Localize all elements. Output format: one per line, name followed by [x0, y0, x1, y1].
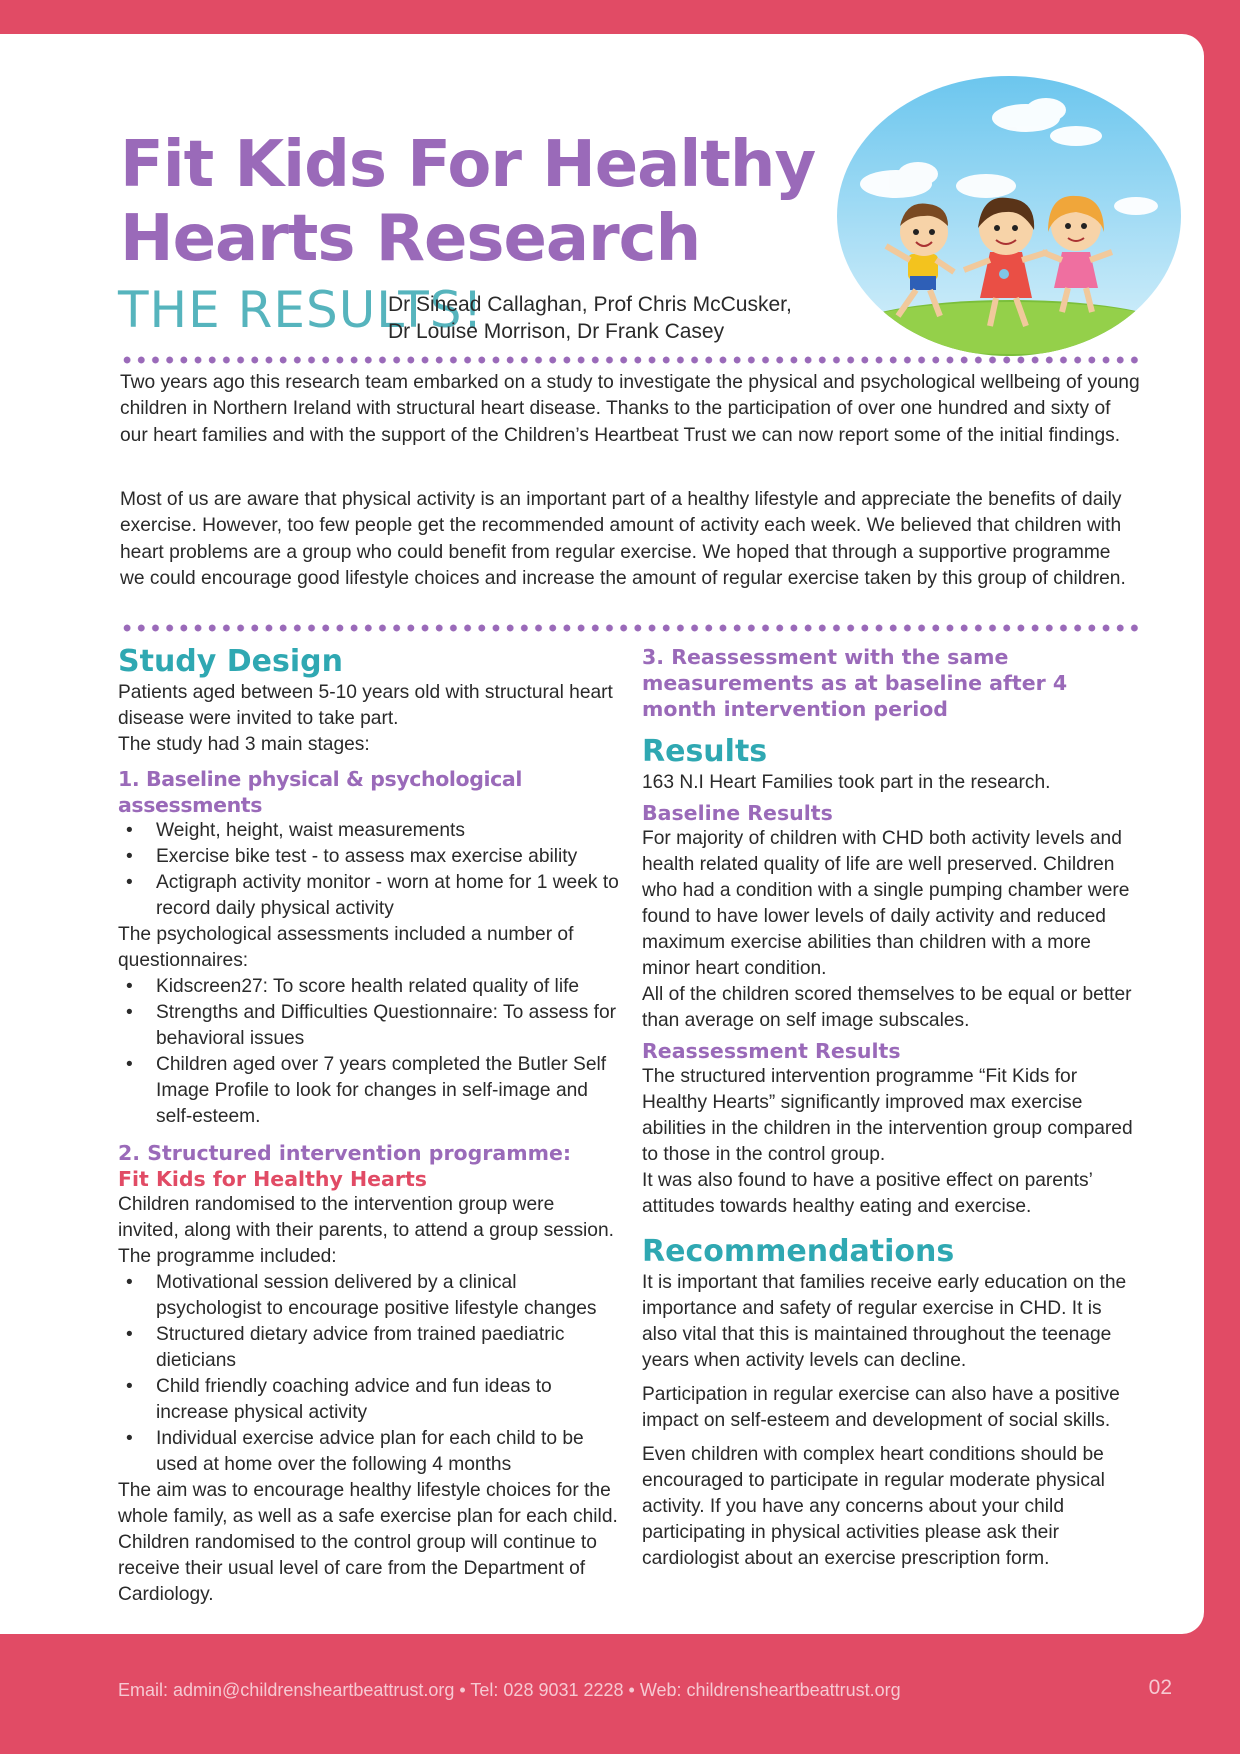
list-item: • Strengths and Difficulties Questionnaire: To assess for behavioral issues: [118, 1000, 620, 1052]
psych-list: [118, 974, 620, 1130]
reassessment-text-2: It was also found to have a positive effect on parents’ attitudes towards healthy eating and exercise.: [642, 1170, 1093, 1217]
list-item: • Exercise bike test - to assess max exercise ability: [118, 844, 620, 870]
reassessment-text-1: The structured intervention programme “Fit Kids for Healthy Hearts” significantly improved max exercise abilities in the children in the intervention group compared to those in the control group.: [642, 1066, 1133, 1165]
list-item: • Children aged over 7 years completed the Butler Self Image Profile to look for changes in self-image and self-esteem.: [118, 1052, 620, 1130]
aim-paragraph: The aim was to encourage healthy lifestyle choices for the whole family, as well as a safe exercise plan for each child.: [118, 1480, 618, 1527]
study-design-column: [118, 644, 620, 1608]
list-item: • Kidscreen27: To score health related quality of life: [118, 974, 620, 1000]
stage-3-heading: 3. Reassessment with the same measurements as at baseline after 4 month intervention period: [642, 645, 1068, 721]
recommendations-text-2: Participation in regular exercise can also have a positive impact on self-esteem and development of social skills.: [642, 1384, 1120, 1431]
authors-line-2: Dr Louise Morrison, Dr Frank Casey: [388, 320, 725, 343]
stage-2-heading: 2. Structured intervention programme:: [118, 1141, 572, 1165]
stage-1-heading: 1. Baseline physical & psychological assessments: [118, 767, 522, 817]
list-item: • Actigraph activity monitor - worn at home for 1 week to record daily physical activity: [118, 870, 620, 922]
intro-paragraph-1: Two years ago this research team embarked on a study to investigate the physical and psychological wellbeing of young children in Northern Ireland with structural heart disease. Thanks to the participation of over one hundred and sixty of our heart families and with the support of the Children’s Heartbeat Trust we can now report some of the initial findings.: [120, 372, 1140, 446]
stage-1-list: [118, 818, 620, 922]
title-line-2: Hearts Research: [120, 202, 701, 276]
title-line-1: Fit Kids For Healthy: [120, 128, 816, 202]
intro-paragraph-2: Most of us are aware that physical activity is an important part of a healthy lifestyle and appreciate the benefits of daily exercise. However, too few people get the recommended amount of activity each week. We believed that children with heart problems are a group who could benefit from regular exercise. We hoped that through a supportive programme we could encourage good lifestyle choices and increase the amount of regular exercise taken by this group of children.: [120, 489, 1126, 589]
psych-intro: The psychological assessments included a number of questionnaires:: [118, 924, 574, 971]
page-title: [120, 128, 815, 276]
baseline-text-2: All of the children scored themselves to be equal or better than average on self image subscales.: [642, 984, 1132, 1031]
stage-2-subheading: Fit Kids for Healthy Hearts: [118, 1167, 427, 1191]
page-number: 02: [1148, 1676, 1172, 1699]
footer-contact: Email: admin@childrensheartbeattrust.org • Tel: 028 9031 2228 • Web: childrensheartbeattrust.org: [118, 1680, 901, 1700]
list-item: • Child friendly coaching advice and fun ideas to increase physical activity: [118, 1374, 620, 1426]
recommendations-text-3: Even children with complex heart conditions should be encouraged to participate in regular moderate physical activity. If you have any concerns about your child participating in physical activities please ask their cardiologist about an exercise prescription form.: [642, 1444, 1105, 1569]
authors: [388, 291, 792, 345]
results-heading: Results: [642, 734, 768, 769]
recommendations-heading: Recommendations: [642, 1234, 955, 1269]
reassessment-results-heading: Reassessment Results: [642, 1039, 901, 1063]
list-item: • Individual exercise advice plan for each child to be used at home over the following 4 months: [118, 1426, 620, 1478]
results-column: [642, 644, 1142, 1572]
study-design-stages: The study had 3 main stages:: [118, 734, 370, 755]
study-design-heading: Study Design: [118, 644, 343, 679]
control-paragraph: Children randomised to the control group will continue to receive their usual level of care from the Department of Cardiology.: [118, 1532, 597, 1605]
results-subtitle: THE RESULTS!: [118, 281, 484, 339]
stage-2-intro: Children randomised to the intervention group were invited, along with their parents, to attend a group session. The programme included:: [118, 1194, 614, 1267]
stage-2-list: [118, 1270, 620, 1478]
children-playing-illustration: [836, 76, 1182, 356]
recommendations-text-1: It is important that families receive early education on the importance and safety of regular exercise in CHD. It is also vital that this is maintained throughout the teenage years when activity levels can decline.: [642, 1272, 1127, 1371]
list-item: • Motivational session delivered by a clinical psychologist to encourage positive lifestyle changes: [118, 1270, 620, 1322]
list-item: • Weight, height, waist measurements: [118, 818, 620, 844]
baseline-text-1: For majority of children with CHD both activity levels and health related quality of life are well preserved. Children who had a condition with a single pumping chamber were found to have lower levels of daily activity and reduced maximum exercise abilities than children with a more minor heart condition.: [642, 828, 1130, 979]
dotted-divider-middle: [120, 624, 1142, 632]
list-item: • Structured dietary advice from trained paediatric dieticians: [118, 1322, 620, 1374]
dotted-divider-top: [120, 356, 1142, 364]
results-intro: 163 N.I Heart Families took part in the research.: [642, 772, 1051, 793]
baseline-results-heading: Baseline Results: [642, 801, 833, 825]
study-design-intro: Patients aged between 5-10 years old with structural heart disease were invited to take part.: [118, 682, 613, 729]
authors-line-1: Dr Sinead Callaghan, Prof Chris McCusker,: [388, 293, 792, 316]
